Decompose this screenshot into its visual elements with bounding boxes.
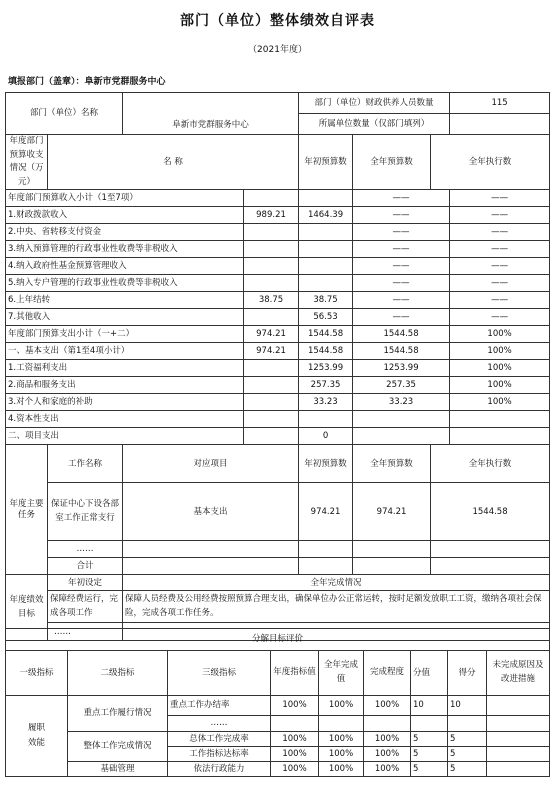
eval-header-l1: 一级指标 bbox=[6, 651, 68, 696]
eval-header-l2: 二级指标 bbox=[68, 651, 168, 696]
budget-row-rate: —— bbox=[450, 292, 550, 309]
budget-row bbox=[6, 326, 550, 343]
budget-row-rate: —— bbox=[450, 309, 550, 326]
budget-row-exec bbox=[353, 428, 450, 445]
budget-row-initial bbox=[244, 428, 299, 445]
budget-row-name: 6.上年结转 bbox=[6, 292, 244, 309]
budget-row bbox=[6, 360, 550, 377]
budget-row-name: 1.财政拨款收入 bbox=[6, 207, 244, 224]
budget-row-full bbox=[299, 224, 353, 241]
budget-row-full: 1544.58 bbox=[299, 343, 353, 360]
budget-row-exec: —— bbox=[353, 207, 450, 224]
budget-row-name: 3.纳入预算管理的行政事业性收费等非税收入 bbox=[6, 241, 244, 258]
budget-row-full: 1464.39 bbox=[299, 207, 353, 224]
budget-row-exec: —— bbox=[353, 224, 450, 241]
budget-row-rate: 100% bbox=[450, 343, 550, 360]
budget-row-rate: 100% bbox=[450, 360, 550, 377]
task-full: 974.21 bbox=[353, 483, 431, 541]
eval-row-got: 5 bbox=[448, 747, 487, 762]
dept-name-value: 阜新市党群服务中心 bbox=[123, 93, 299, 135]
task-total-label: 合计 bbox=[48, 558, 123, 575]
budget-row-full bbox=[299, 190, 353, 207]
eval-row-l3: 工作指标达标率 bbox=[168, 747, 271, 762]
budget-header-name: 名 称 bbox=[48, 135, 299, 190]
budget-row-name: 7.其他收入 bbox=[6, 309, 244, 326]
budget-row-name: 2.中央、省转移支付资金 bbox=[6, 224, 244, 241]
goals-side-label: 年度绩效目标 bbox=[6, 575, 48, 641]
eval-row-target: 100% bbox=[271, 762, 319, 777]
budget-row-exec bbox=[353, 411, 450, 428]
budget-row-full bbox=[299, 258, 353, 275]
eval-header-actual: 全年完成值 bbox=[319, 651, 364, 696]
eval-header-score: 分值 bbox=[411, 651, 448, 696]
budget-row-exec: 1253.99 bbox=[353, 360, 450, 377]
budget-row-full bbox=[299, 241, 353, 258]
task-exec: 1544.58 bbox=[431, 483, 550, 541]
budget-row-name: 2.商品和服务支出 bbox=[6, 377, 244, 394]
staff-count-label: 部门（单位）财政供养人员数量 bbox=[299, 93, 450, 114]
eval-row-actual: 100% bbox=[319, 747, 364, 762]
task-item: 基本支出 bbox=[123, 483, 299, 541]
budget-row-initial bbox=[244, 275, 299, 292]
budget-row bbox=[6, 411, 550, 428]
budget-row-full: 56.53 bbox=[299, 309, 353, 326]
tasks-header-work: 工作名称 bbox=[48, 445, 123, 483]
budget-row-rate: —— bbox=[450, 190, 550, 207]
task-initial: 974.21 bbox=[299, 483, 353, 541]
budget-row-name: 4.资本性支出 bbox=[6, 411, 244, 428]
budget-row-initial bbox=[244, 411, 299, 428]
eval-row-actual: 100% bbox=[319, 732, 364, 747]
eval-row-degree: 100% bbox=[364, 696, 411, 716]
evaluation-title: 分解目标评价 bbox=[6, 629, 550, 651]
goals-initial-label: 年初设定 bbox=[48, 575, 123, 591]
budget-row-rate: —— bbox=[450, 224, 550, 241]
goals-full-label: 全年完成情况 bbox=[123, 575, 550, 591]
budget-row-initial bbox=[244, 258, 299, 275]
budget-row-name: 5.纳入专户管理的行政事业性收费等非税收入 bbox=[6, 275, 244, 292]
eval-row-actual: 100% bbox=[319, 762, 364, 777]
eval-row-degree: 100% bbox=[364, 732, 411, 747]
eval-row-target: 100% bbox=[271, 747, 319, 762]
goals-full-text: 保障人员经费及公用经费按照预算合理支出，确保单位办公正常运转，按时足额发放职工工资，缴纳各项社会保险，完成各项工作任务。 bbox=[123, 591, 550, 623]
budget-row bbox=[6, 258, 550, 275]
task-work-name: 保证中心下设各部室工作正常支行 bbox=[48, 483, 123, 541]
filing-department: 填报部门（盖章）：阜新市党群服务中心 bbox=[8, 77, 166, 87]
sub-unit-label: 所属单位数量（仅部门填列） bbox=[299, 114, 450, 135]
budget-row-exec: 257.35 bbox=[353, 377, 450, 394]
eval-row-got: 10 bbox=[448, 696, 487, 716]
budget-side-label: 年度部门预算收支情况（万元） bbox=[6, 135, 48, 190]
budget-row-initial bbox=[244, 190, 299, 207]
eval-row-target: 100% bbox=[271, 732, 319, 747]
tasks-header-item: 对应项目 bbox=[123, 445, 299, 483]
goals-initial-text: 保障经费运行，完成各项工作 bbox=[48, 591, 123, 623]
report-year: （2021年度） bbox=[248, 45, 307, 55]
budget-row-name: 年度部门预算支出小计（一+二） bbox=[6, 326, 244, 343]
budget-row-exec: —— bbox=[353, 309, 450, 326]
budget-row-full: 257.35 bbox=[299, 377, 353, 394]
eval-row-degree: 100% bbox=[364, 762, 411, 777]
tasks-header-initial: 年初预算数 bbox=[299, 445, 353, 483]
budget-row-exec: —— bbox=[353, 258, 450, 275]
budget-row bbox=[6, 428, 550, 445]
eval-row-score: 5 bbox=[411, 747, 448, 762]
eval-header-got: 得分 bbox=[448, 651, 487, 696]
tasks-header-exec: 全年执行数 bbox=[431, 445, 550, 483]
eval-row-l2: 重点工作履行情况 bbox=[68, 696, 168, 732]
tasks-side-label: 年度主要任务 bbox=[6, 445, 48, 575]
eval-header-reason: 未完成原因及改进措施 bbox=[487, 651, 550, 696]
goals-dots: …… bbox=[48, 623, 123, 641]
budget-row-initial bbox=[244, 309, 299, 326]
eval-row-l2: 整体工作完成情况 bbox=[68, 732, 168, 762]
eval-header-target: 年度指标值 bbox=[271, 651, 319, 696]
budget-row-exec: —— bbox=[353, 275, 450, 292]
eval-row-l3: 重点工作办结率 bbox=[168, 696, 271, 716]
eval-row-target: 100% bbox=[271, 696, 319, 716]
budget-row-full: 1544.58 bbox=[299, 326, 353, 343]
budget-row-exec: —— bbox=[353, 190, 450, 207]
eval-row-score: 5 bbox=[411, 732, 448, 747]
sub-unit-value bbox=[450, 114, 550, 135]
eval-row-l3: 依法行政能力 bbox=[168, 762, 271, 777]
budget-row-rate: 100% bbox=[450, 394, 550, 411]
dept-name-label: 部门（单位）名称 bbox=[6, 93, 123, 135]
budget-row-initial bbox=[244, 360, 299, 377]
budget-row-exec: —— bbox=[353, 292, 450, 309]
budget-row-full bbox=[299, 275, 353, 292]
budget-row bbox=[6, 343, 550, 360]
budget-row-initial bbox=[244, 241, 299, 258]
eval-row-got: 5 bbox=[448, 732, 487, 747]
budget-row-initial: 974.21 bbox=[244, 326, 299, 343]
budget-row-full: 0 bbox=[299, 428, 353, 445]
budget-row bbox=[6, 207, 550, 224]
budget-row-rate: —— bbox=[450, 275, 550, 292]
tasks-header-full: 全年预算数 bbox=[353, 445, 431, 483]
budget-row-full: 38.75 bbox=[299, 292, 353, 309]
budget-row bbox=[6, 309, 550, 326]
budget-row bbox=[6, 394, 550, 411]
budget-row-name: 3.对个人和家庭的补助 bbox=[6, 394, 244, 411]
eval-row-degree: 100% bbox=[364, 747, 411, 762]
budget-row-initial bbox=[244, 377, 299, 394]
eval-row-l3: 总体工作完成率 bbox=[168, 732, 271, 747]
task-dots: …… bbox=[48, 541, 123, 558]
budget-row-rate: 100% bbox=[450, 377, 550, 394]
budget-row bbox=[6, 275, 550, 292]
eval-row-score: 5 bbox=[411, 762, 448, 777]
budget-row-name: 年度部门预算收入小计（1至7项） bbox=[6, 190, 244, 207]
budget-row bbox=[6, 241, 550, 258]
budget-row bbox=[6, 190, 550, 207]
budget-row-rate bbox=[450, 411, 550, 428]
eval-l1-value: 履职效能 bbox=[6, 696, 68, 777]
budget-row-rate: —— bbox=[450, 258, 550, 275]
budget-row-name: 二、项目支出 bbox=[6, 428, 244, 445]
budget-row bbox=[6, 292, 550, 309]
budget-row-exec: 1544.58 bbox=[353, 343, 450, 360]
budget-row-full: 1253.99 bbox=[299, 360, 353, 377]
budget-header-exec: 全年执行数 bbox=[431, 135, 550, 190]
budget-header-initial: 年初预算数 bbox=[299, 135, 353, 190]
budget-row-exec: 33.23 bbox=[353, 394, 450, 411]
budget-row-initial: 38.75 bbox=[244, 292, 299, 309]
budget-header-full: 全年预算数 bbox=[353, 135, 431, 190]
performance-table bbox=[5, 92, 550, 641]
budget-row-full bbox=[299, 411, 353, 428]
eval-row-actual: 100% bbox=[319, 696, 364, 716]
eval-row-score: 10 bbox=[411, 696, 448, 716]
budget-row-initial bbox=[244, 394, 299, 411]
budget-row-exec: —— bbox=[353, 241, 450, 258]
budget-row bbox=[6, 377, 550, 394]
budget-row-rate bbox=[450, 428, 550, 445]
evaluation-table bbox=[5, 628, 550, 777]
budget-row-rate: 100% bbox=[450, 326, 550, 343]
budget-row-full: 33.23 bbox=[299, 394, 353, 411]
budget-row-name: 1.工资福利支出 bbox=[6, 360, 244, 377]
eval-header-l3: 三级指标 bbox=[168, 651, 271, 696]
staff-count-value: 115 bbox=[450, 93, 550, 114]
eval-row-l3: …… bbox=[168, 716, 271, 732]
budget-row-initial: 974.21 bbox=[244, 343, 299, 360]
budget-row-rate: —— bbox=[450, 207, 550, 224]
page-title: 部门（单位）整体绩效自评表 bbox=[180, 13, 375, 29]
eval-row-l2: 基础管理 bbox=[68, 762, 168, 777]
budget-row-exec: 1544.58 bbox=[353, 326, 450, 343]
budget-row bbox=[6, 224, 550, 241]
budget-row-name: 4.纳入政府性基金预算管理收入 bbox=[6, 258, 244, 275]
budget-row-initial: 989.21 bbox=[244, 207, 299, 224]
budget-row-rate: —— bbox=[450, 241, 550, 258]
eval-row-got: 5 bbox=[448, 762, 487, 777]
budget-row-name: 一、基本支出（第1至4项小计） bbox=[6, 343, 244, 360]
eval-header-degree: 完成程度 bbox=[364, 651, 411, 696]
budget-row-initial bbox=[244, 224, 299, 241]
